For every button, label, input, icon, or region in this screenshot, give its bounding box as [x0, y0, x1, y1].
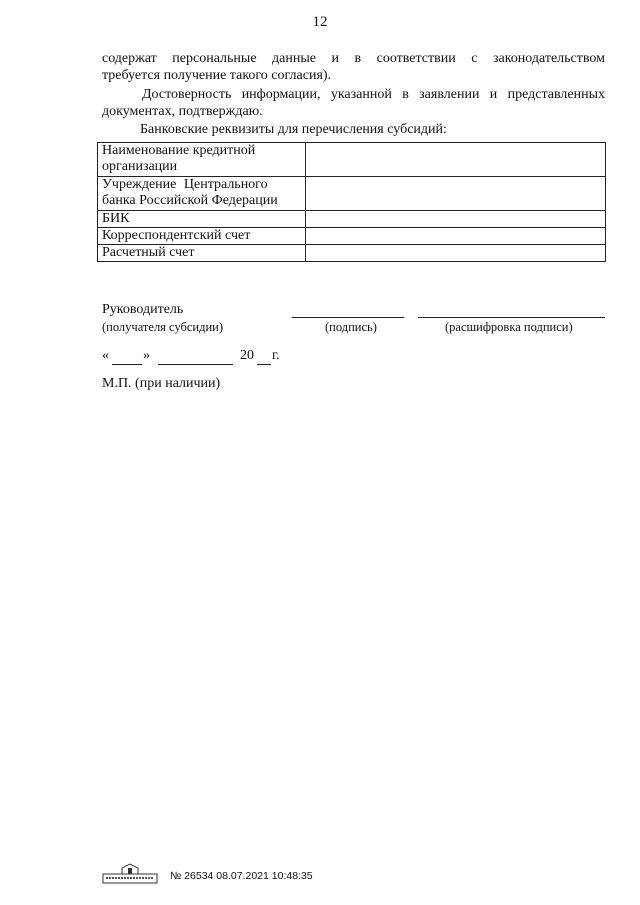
date-year-line[interactable] — [257, 364, 271, 365]
head-role-note: (получателя субсидии) — [102, 320, 224, 334]
registration-number: № 26534 08.07.2021 10:48:35 — [170, 870, 313, 882]
head-role-label: Руководитель — [102, 302, 184, 317]
page-number: 12 — [312, 14, 328, 30]
settlement-account-label: Расчетный счет — [98, 245, 306, 262]
central-bank-value[interactable] — [306, 177, 606, 211]
government-stamp-icon — [102, 862, 158, 884]
signature-decode-caption: (расшифровка подписи) — [445, 320, 573, 334]
label-line: Учреждение Центрального — [102, 177, 268, 192]
table-row — [98, 228, 606, 245]
correspondent-account-value[interactable] — [306, 228, 606, 245]
bank-details-heading: Банковские реквизиты для перечисления субсидий: — [140, 122, 447, 137]
date-year-suffix: г. — [272, 348, 280, 363]
correspondent-account-label: Корреспондентский счет — [98, 228, 306, 245]
bank-name-label — [98, 143, 306, 177]
settlement-account-value[interactable] — [306, 245, 606, 262]
confirmation-line-1: Достоверность информации, указанной в заявлении и представленных — [142, 87, 605, 102]
date-year-prefix: 20 — [240, 348, 254, 363]
date-month-line[interactable] — [158, 364, 233, 365]
table-row — [98, 245, 606, 262]
central-bank-label — [98, 177, 306, 211]
table-row — [98, 143, 606, 177]
bank-name-value[interactable] — [306, 143, 606, 177]
date-close-quote: » — [143, 348, 150, 363]
table-row — [98, 211, 606, 228]
label-line: организации — [102, 159, 178, 174]
date-open-quote: « — [102, 348, 109, 363]
confirmation-paragraph — [102, 86, 605, 120]
consent-line-1: содержат персональные данные и в соответствии с законодательством — [102, 51, 605, 66]
confirmation-line-2: документах, подтверждаю. — [102, 104, 263, 119]
consent-paragraph — [102, 50, 605, 84]
signature-line[interactable] — [292, 317, 404, 318]
bik-value[interactable] — [306, 211, 606, 228]
seal-label: М.П. (при наличии) — [102, 376, 221, 391]
consent-line-2: требуется получение такого согласия). — [102, 68, 332, 83]
table-row — [98, 177, 606, 211]
bank-details-table — [97, 142, 606, 262]
label-line: Наименование кредитной — [102, 143, 256, 158]
bik-label: БИК — [98, 211, 306, 228]
label-line: банка Российской Федерации — [102, 193, 278, 208]
signature-decode-line[interactable] — [418, 317, 605, 318]
date-day-line[interactable] — [112, 364, 142, 365]
signature-caption: (подпись) — [325, 320, 377, 334]
